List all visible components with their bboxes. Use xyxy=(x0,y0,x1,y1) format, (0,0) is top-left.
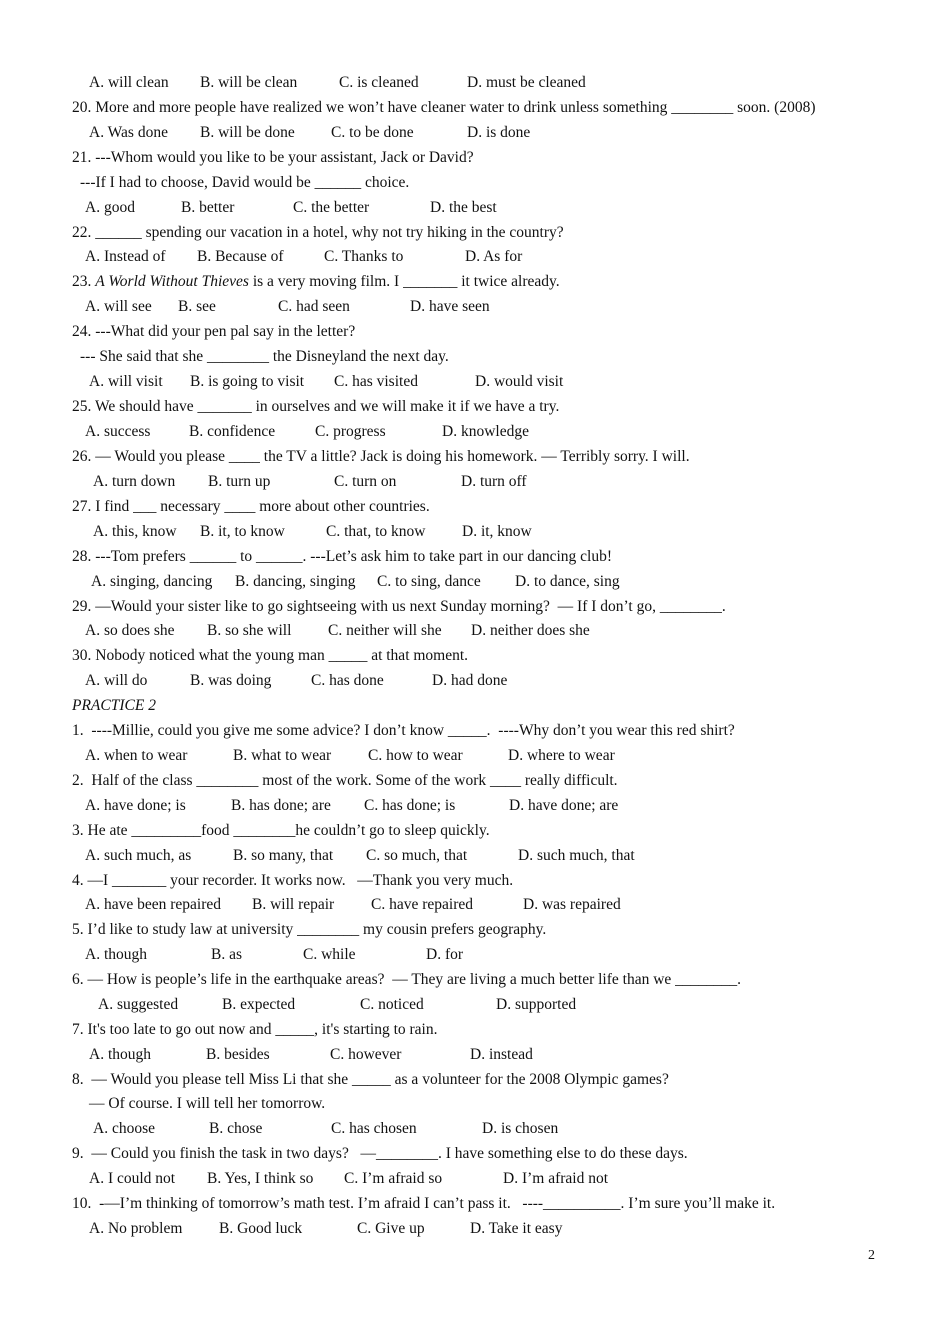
p3-option-c: C. so much, that xyxy=(366,847,468,864)
p10-stem: 10. -—I’m thinking of tomorrow’s math test. I’m afraid I can’t pass it. ----__________. I’m sure you’ll make it. xyxy=(72,1195,776,1212)
page-number: 2 xyxy=(868,1248,875,1263)
p1-option-a: A. when to wear xyxy=(85,747,188,764)
q24-option-b: B. is going to visit xyxy=(190,373,305,390)
p9-option-a: A. I could not xyxy=(89,1170,176,1187)
p2-option-b: B. has done; are xyxy=(231,797,331,814)
q24-response: --- She said that she ________ the Disneyland the next day. xyxy=(80,348,449,365)
q21-option-c: C. the better xyxy=(293,199,370,216)
p6-stem: 6. — How is people’s life in the earthquake areas? — They are living a much better life than we ________. xyxy=(72,971,742,988)
p6-option-b: B. expected xyxy=(222,996,296,1013)
p5-option-d: D. for xyxy=(426,946,464,963)
p6-option-d: D. supported xyxy=(496,996,577,1013)
q28-stem: 28. ---Tom prefers ______ to ______. ---Let’s ask him to take part in our dancing club! xyxy=(72,548,612,565)
q19-option-a: A. will clean xyxy=(89,74,169,91)
q26-option-c: C. turn on xyxy=(334,473,397,490)
q21-stem: 21. ---Whom would you like to be your assistant, Jack or David? xyxy=(72,149,474,166)
q24-option-c: C. has visited xyxy=(334,373,418,390)
p2-option-a: A. have done; is xyxy=(85,797,186,814)
p8-stem: 8. — Would you please tell Miss Li that she _____ as a volunteer for the 2008 Olympic games? xyxy=(72,1071,669,1088)
q22-option-b: B. Because of xyxy=(197,248,284,265)
q30-option-c: C. has done xyxy=(311,672,384,689)
q28-option-a: A. singing, dancing xyxy=(91,573,213,590)
q21-option-a: A. good xyxy=(85,199,135,216)
p9-stem: 9. — Could you finish the task in two days? —________. I have something else to do these days. xyxy=(72,1145,688,1162)
q19-option-c: C. is cleaned xyxy=(339,74,419,91)
q24-option-a: A. will visit xyxy=(89,373,163,390)
q30-option-a: A. will do xyxy=(85,672,148,689)
p8-option-b: B. chose xyxy=(209,1120,263,1137)
p1-option-d: D. where to wear xyxy=(508,747,615,764)
q23-option-b: B. see xyxy=(178,298,216,315)
q21-option-d: D. the best xyxy=(430,199,497,216)
q25-stem: 25. We should have _______ in ourselves and we will make it if we have a try. xyxy=(72,398,560,415)
p5-option-a: A. though xyxy=(85,946,147,963)
q26-option-a: A. turn down xyxy=(93,473,176,490)
q23-option-d: D. have seen xyxy=(410,298,490,315)
p10-option-d: D. Take it easy xyxy=(470,1220,563,1237)
q27-option-b: B. it, to know xyxy=(200,523,285,540)
q20-option-a: A. Was done xyxy=(89,124,168,141)
q28-option-b: B. dancing, singing xyxy=(235,573,356,590)
p6-option-c: C. noticed xyxy=(360,996,424,1013)
q29-option-c: C. neither will she xyxy=(328,622,442,639)
p2-option-c: C. has done; is xyxy=(364,797,456,814)
q30-stem: 30. Nobody noticed what the young man _____ at that moment. xyxy=(72,647,469,664)
q26-option-d: D. turn off xyxy=(461,473,527,490)
p1-option-b: B. what to wear xyxy=(233,747,332,764)
q27-option-c: C. that, to know xyxy=(326,523,426,540)
p10-option-c: C. Give up xyxy=(357,1220,425,1237)
q19-option-d: D. must be cleaned xyxy=(467,74,586,91)
q22-stem: 22. ______ spending our vacation in a hotel, why not try hiking in the country? xyxy=(72,224,564,241)
q27-option-a: A. this, know xyxy=(93,523,177,540)
q28-option-d: D. to dance, sing xyxy=(515,573,620,590)
p4-stem: 4. —I _______ your recorder. It works now. —Thank you very much. xyxy=(72,872,514,889)
p9-option-c: C. I’m afraid so xyxy=(344,1170,443,1187)
p7-option-a: A. though xyxy=(89,1046,151,1063)
q22-option-d: D. As for xyxy=(465,248,523,265)
q21-response: ---If I had to choose, David would be ______ choice. xyxy=(80,174,410,191)
q25-option-d: D. knowledge xyxy=(442,423,529,440)
p10-option-a: A. No problem xyxy=(89,1220,183,1237)
q20-stem: 20. More and more people have realized we won’t have cleaner water to drink unless something ________ soon. (2008) xyxy=(72,99,816,116)
p4-option-b: B. will repair xyxy=(252,896,335,913)
q29-option-b: B. so she will xyxy=(207,622,292,639)
q25-option-a: A. success xyxy=(85,423,151,440)
p5-option-b: B. as xyxy=(211,946,242,963)
p5-option-c: C. while xyxy=(303,946,356,963)
practice-2-heading: PRACTICE 2 xyxy=(72,697,156,714)
q25-option-b: B. confidence xyxy=(189,423,276,440)
q29-option-d: D. neither does she xyxy=(471,622,590,639)
p8-response: — Of course. I will tell her tomorrow. xyxy=(89,1095,326,1112)
p7-option-b: B. besides xyxy=(206,1046,270,1063)
p3-option-b: B. so many, that xyxy=(233,847,334,864)
q23-stem: 23. A World Without Thieves is a very moving film. I _______ it twice already. xyxy=(72,273,560,290)
p2-stem: 2. Half of the class ________ most of the work. Some of the work ____ really difficult. xyxy=(72,772,618,789)
q24-option-d: D. would visit xyxy=(475,373,564,390)
q29-stem: 29. —Would your sister like to go sightseeing with us next Sunday morning? — If I don’t go, ________. xyxy=(72,598,726,615)
p3-stem: 3. He ate _________food ________he couldn’t go to sleep quickly. xyxy=(72,822,490,839)
p8-option-d: D. is chosen xyxy=(482,1120,559,1137)
q23-option-a: A. will see xyxy=(85,298,152,315)
q22-option-c: C. Thanks to xyxy=(324,248,404,265)
p1-stem: 1. ----Millie, could you give me some advice? I don’t know _____. ----Why don’t you wear this red shirt? xyxy=(72,722,735,739)
p9-option-b: B. Yes, I think so xyxy=(207,1170,314,1187)
q23-option-c: C. had seen xyxy=(278,298,350,315)
p5-stem: 5. I’d like to study law at university ________ my cousin prefers geography. xyxy=(72,921,547,938)
q24-stem: 24. ---What did your pen pal say in the letter? xyxy=(72,323,356,340)
p8-option-a: A. choose xyxy=(93,1120,155,1137)
p1-option-c: C. how to wear xyxy=(368,747,463,764)
p10-option-b: B. Good luck xyxy=(219,1220,303,1237)
q26-option-b: B. turn up xyxy=(208,473,271,490)
q22-option-a: A. Instead of xyxy=(85,248,166,265)
p8-option-c: C. has chosen xyxy=(331,1120,417,1137)
q29-option-a: A. so does she xyxy=(85,622,175,639)
q23-film-title: A World Without Thieves xyxy=(95,273,249,290)
q25-option-c: C. progress xyxy=(315,423,386,440)
p2-option-d: D. have done; are xyxy=(509,797,619,814)
q26-stem: 26. — Would you please ____ the TV a little? Jack is doing his homework. — Terribly sorry. I will. xyxy=(72,448,690,465)
q30-option-b: B. was doing xyxy=(190,672,272,689)
p7-option-c: C. however xyxy=(330,1046,402,1063)
q21-option-b: B. better xyxy=(181,199,235,216)
q20-option-b: B. will be done xyxy=(200,124,295,141)
q27-stem: 27. I find ___ necessary ____ more about other countries. xyxy=(72,498,430,515)
p7-option-d: D. instead xyxy=(470,1046,533,1063)
q20-option-c: C. to be done xyxy=(331,124,414,141)
p4-option-d: D. was repaired xyxy=(523,896,621,913)
p7-stem: 7. It's too late to go out now and _____, it's starting to rain. xyxy=(72,1021,438,1038)
q20-option-d: D. is done xyxy=(467,124,531,141)
p4-option-a: A. have been repaired xyxy=(85,896,221,913)
p9-option-d: D. I’m afraid not xyxy=(503,1170,609,1187)
q27-option-d: D. it, know xyxy=(462,523,532,540)
q19-option-b: B. will be clean xyxy=(200,74,298,91)
p6-option-a: A. suggested xyxy=(98,996,179,1013)
q28-option-c: C. to sing, dance xyxy=(377,573,481,590)
p4-option-c: C. have repaired xyxy=(371,896,473,913)
q30-option-d: D. had done xyxy=(432,672,508,689)
p3-option-d: D. such much, that xyxy=(518,847,635,864)
p3-option-a: A. such much, as xyxy=(85,847,192,864)
